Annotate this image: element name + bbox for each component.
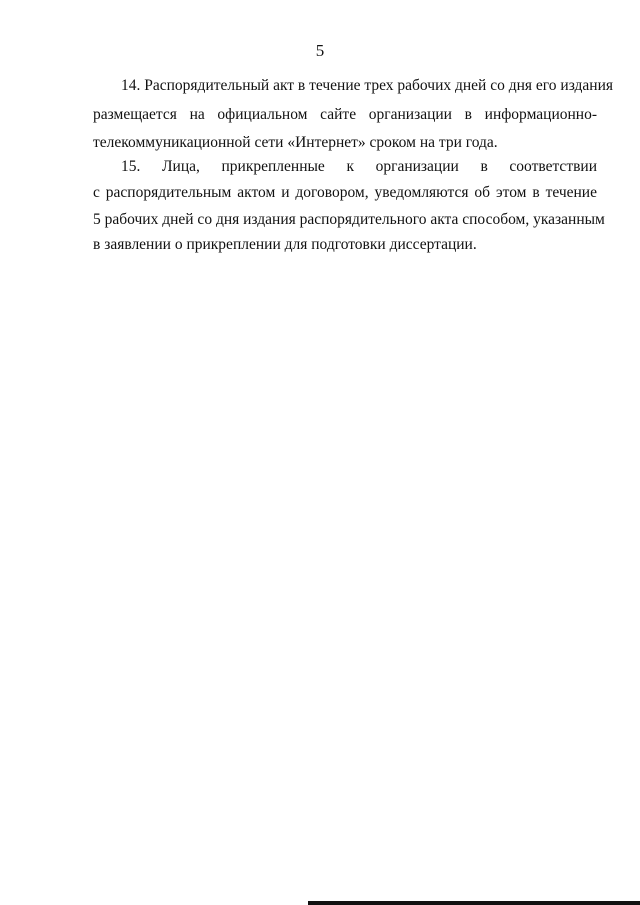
paragraph-15-line-4: в заявлении о прикреплении для подготовки диссертации. [93,236,477,253]
scan-edge-mark [308,901,640,905]
paragraph-14-line-3: телекоммуникационной сети «Интернет» сроком на три года. [93,134,498,151]
paragraph-15-line-3: 5 рабочих дней со дня издания распорядительного акта способом, указанным [93,211,605,228]
paragraph-15-line-2: с распорядительным актом и договором, уведомляются об этом в течение [93,184,597,201]
paragraph-14-line-1: 14. Распорядительный акт в течение трех рабочих дней со дня его издания [121,77,614,94]
page-number: 5 [315,41,325,60]
paragraph-15-line-1: 15. Лица, прикрепленные к организации в соответствии [121,158,597,175]
paragraph-14-line-2: размещается на официальном сайте организации в информационно- [93,106,597,123]
